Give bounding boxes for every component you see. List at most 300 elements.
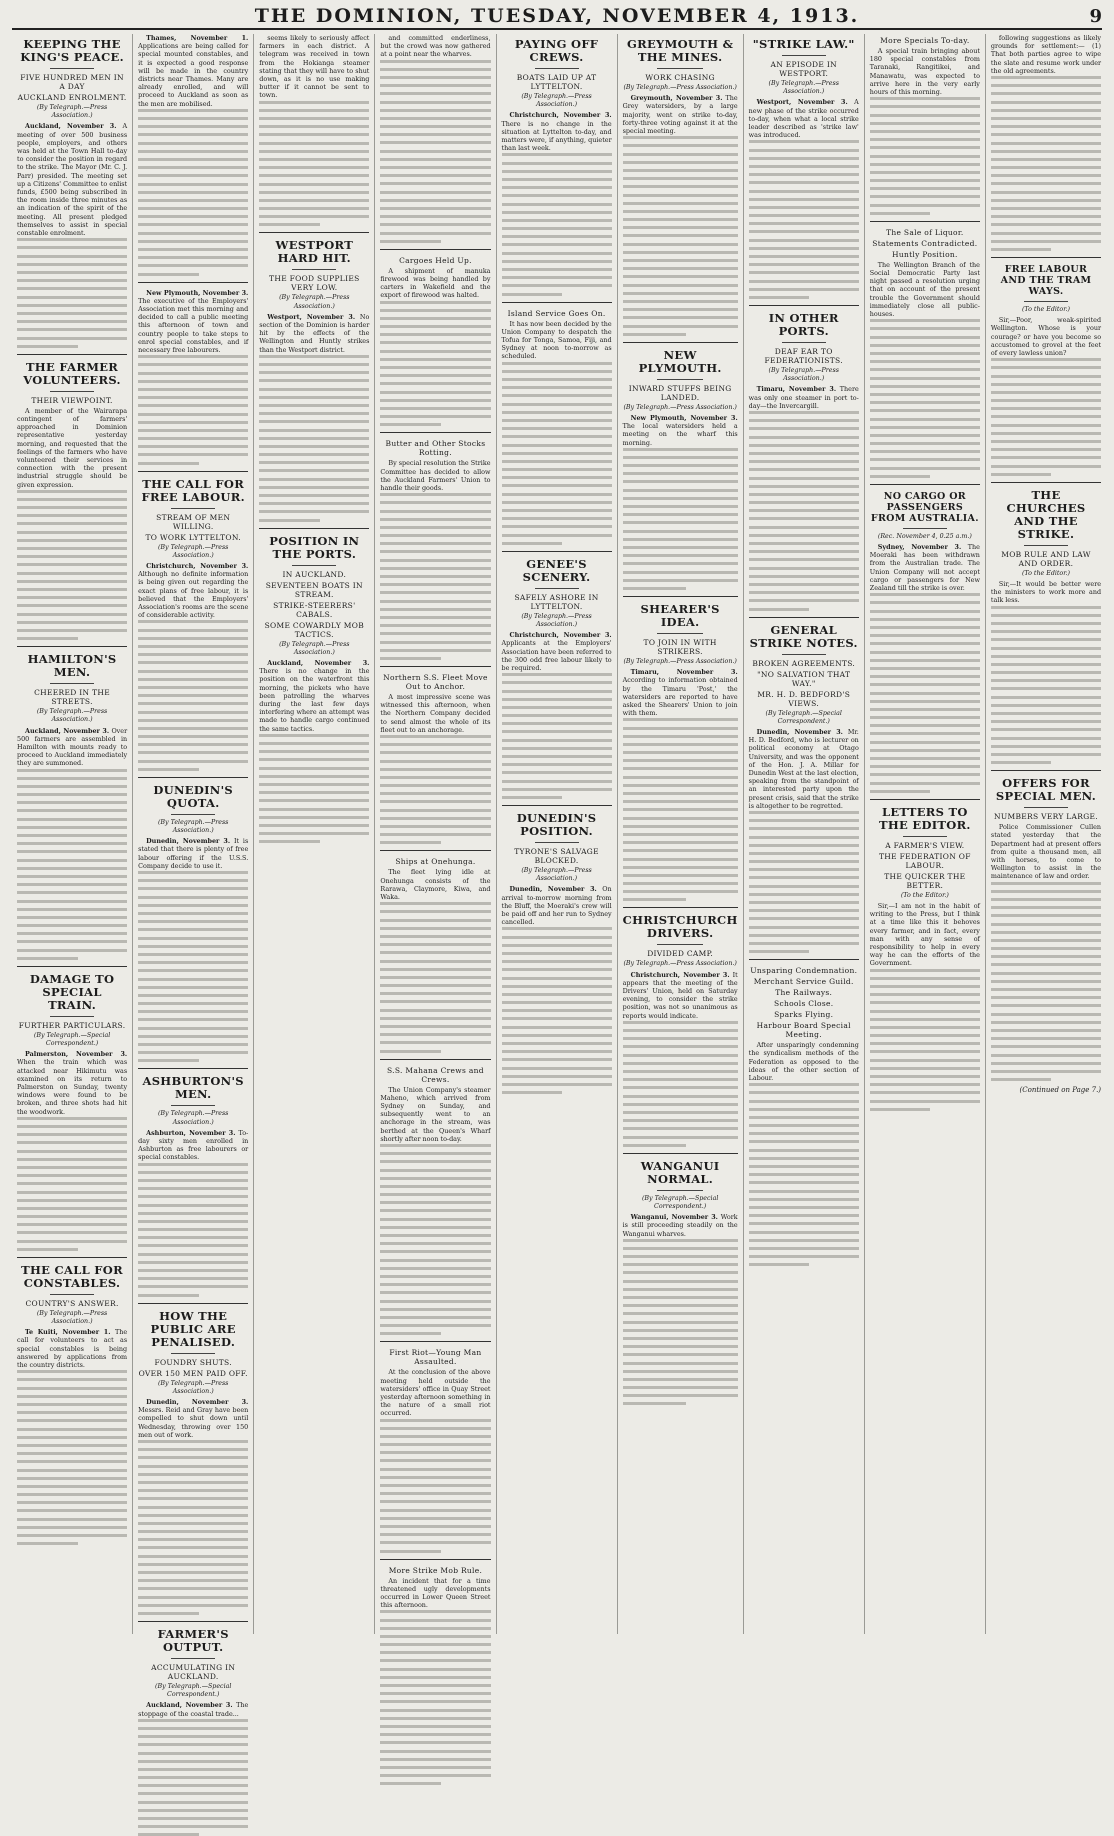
filler-line xyxy=(870,146,980,149)
filler-line xyxy=(17,296,127,299)
text-filler xyxy=(138,109,248,276)
filler-line xyxy=(380,1651,490,1654)
text-filler xyxy=(17,769,127,960)
filler-line xyxy=(870,749,980,752)
section-divider xyxy=(870,484,980,485)
article-headline: FARMER'S OUTPUT. xyxy=(157,1626,229,1654)
filler-line xyxy=(991,931,1101,934)
filler-line xyxy=(138,953,248,956)
filler-line xyxy=(380,935,490,938)
filler-line xyxy=(749,558,859,561)
filler-line xyxy=(138,1043,248,1046)
filler-line xyxy=(380,624,490,627)
filler-line xyxy=(380,1291,490,1294)
filler-line xyxy=(502,362,612,365)
filler-line xyxy=(259,207,369,210)
filler-line xyxy=(502,1026,612,1029)
filler-line xyxy=(380,333,490,336)
filler-line xyxy=(991,996,1101,999)
filler-line xyxy=(502,427,612,430)
filler-line xyxy=(380,792,490,795)
filler-line xyxy=(380,1218,490,1221)
filler-line xyxy=(259,101,369,104)
article-body-text: Police Commissioner Cullen stated yesterday that the Department had at present offers from quite a thousand men, all with horses, to come to Wellington to assist in the maintenance of law and order. xyxy=(990,823,1102,881)
filler-line xyxy=(870,475,931,478)
filler-line xyxy=(17,613,127,616)
filler-line xyxy=(749,917,859,920)
filler-line xyxy=(259,758,369,761)
article-subhead: WORK CHASING xyxy=(645,73,715,82)
article-body xyxy=(17,1328,127,1369)
filler-line xyxy=(380,919,490,922)
article-body-text: After unsparingly condemning the syndicalism methods of the Federation as opposed to the ideas of the other section of Labour. xyxy=(748,1041,859,1082)
filler-line xyxy=(502,444,612,447)
article-dateline: Christchurch, November 3. xyxy=(509,631,612,640)
filler-line xyxy=(991,687,1101,690)
article-subhead: DEAF EAR TO FEDERATIONISTS. xyxy=(764,346,843,365)
filler-line xyxy=(991,972,1101,975)
filler-line xyxy=(502,1017,612,1020)
filler-line xyxy=(380,641,490,644)
text-filler xyxy=(623,1239,738,1406)
section-divider xyxy=(138,471,248,472)
article-byline: (By Telegraph.—Special Correspondent.) xyxy=(641,1194,719,1210)
article xyxy=(870,806,980,1111)
filler-line xyxy=(749,280,859,283)
filler-line xyxy=(138,694,248,697)
filler-line xyxy=(138,1776,248,1779)
article-body xyxy=(623,668,738,717)
filler-line xyxy=(380,735,490,738)
filler-line xyxy=(138,396,248,399)
filler-line xyxy=(138,937,248,940)
filler-line xyxy=(17,629,127,632)
filler-line xyxy=(380,415,490,418)
filler-line xyxy=(623,1263,738,1266)
article-dateline: Westport, November 3. xyxy=(756,98,848,107)
filler-line xyxy=(138,1269,248,1272)
filler-line xyxy=(749,140,859,143)
filler-line xyxy=(17,596,127,599)
article-body-text: and committed enderliness, but the crowd was now gathered at a point near the wharves. xyxy=(380,34,491,59)
filler-line xyxy=(380,1517,490,1520)
article-byline: (To the Editor.) xyxy=(900,891,949,899)
filler-line xyxy=(17,1150,127,1153)
filler-line xyxy=(502,1075,612,1078)
article-subhead: IN AUCKLAND. xyxy=(282,569,347,579)
filler-line xyxy=(502,706,612,709)
filler-line xyxy=(138,445,248,448)
article-body xyxy=(380,693,490,734)
filler-line xyxy=(749,567,859,570)
filler-line xyxy=(623,1370,738,1373)
filler-line xyxy=(870,401,980,404)
article xyxy=(991,34,1101,258)
filler-line xyxy=(138,1448,248,1451)
filler-line xyxy=(749,157,859,160)
filler-line xyxy=(991,898,1101,901)
filler-line xyxy=(138,1195,248,1198)
filler-line xyxy=(17,834,127,837)
filler-line xyxy=(870,336,980,339)
filler-line xyxy=(870,442,980,445)
filler-line xyxy=(380,350,490,353)
filler-line xyxy=(17,514,127,517)
filler-line xyxy=(259,420,369,423)
filler-line xyxy=(502,235,612,238)
filler-line xyxy=(259,469,369,472)
filler-line xyxy=(502,944,612,947)
filler-line xyxy=(17,304,127,307)
divider xyxy=(903,836,947,837)
filler-line xyxy=(380,927,490,930)
article-headline: DUNEDIN'S POSITION. xyxy=(516,810,597,838)
divider xyxy=(1024,301,1068,302)
article-byline: (By Telegraph.—Press Association.) xyxy=(623,657,737,665)
filler-line xyxy=(138,1752,248,1755)
filler-line xyxy=(749,1190,859,1193)
article-subhead: Island Service Goes On. xyxy=(507,308,606,318)
filler-line xyxy=(380,1619,490,1622)
filler-line xyxy=(138,1596,248,1599)
filler-line xyxy=(380,125,490,128)
filler-line xyxy=(502,243,612,246)
filler-line xyxy=(749,501,859,504)
filler-line xyxy=(17,1174,127,1177)
filler-line xyxy=(380,207,490,210)
filler-line xyxy=(259,150,369,153)
filler-line xyxy=(380,240,441,243)
filler-line xyxy=(991,614,1101,617)
filler-line xyxy=(870,458,980,461)
filler-line xyxy=(380,743,490,746)
filler-line xyxy=(502,796,563,799)
article-dateline: Te Kuiti, November 1. xyxy=(25,1328,111,1337)
article-body-text: At the conclusion of the above meeting held outside the watersiders' office in Quay Street yesterday afternoon something in the nature of a small riot occurred. xyxy=(380,1368,491,1418)
filler-line xyxy=(749,1214,859,1217)
filler-line xyxy=(138,413,248,416)
article-body-text: Sir,—I am not in the habit of writing to the Press, but I think at a time like this it behoves every farmer, and in fact, every man with any sense of responsibility to help in every way he can the efforts of the Government. xyxy=(869,901,980,968)
filler-line xyxy=(138,429,248,432)
filler-line xyxy=(17,809,127,812)
article xyxy=(380,256,490,434)
filler-line xyxy=(138,1497,248,1500)
text-filler xyxy=(259,734,369,843)
text-filler xyxy=(380,902,490,1052)
filler-line xyxy=(623,890,738,893)
filler-line xyxy=(623,759,738,762)
filler-line xyxy=(380,1709,490,1712)
article-byline: (By Telegraph.—Press Association.) xyxy=(768,80,839,96)
divider xyxy=(292,565,336,566)
section-divider xyxy=(380,666,490,667)
filler-line xyxy=(138,1522,248,1525)
filler-line xyxy=(870,716,980,719)
article-byline: (By Telegraph.—Press Association.) xyxy=(157,1110,229,1126)
filler-line xyxy=(870,114,980,117)
text-filler xyxy=(749,411,859,611)
filler-line xyxy=(991,1078,1052,1081)
filler-line xyxy=(380,423,441,426)
filler-line xyxy=(991,182,1101,185)
filler-line xyxy=(991,432,1101,435)
filler-line xyxy=(138,945,248,948)
filler-line xyxy=(17,891,127,894)
article-headline: FREE LABOUR AND THE TRAM WAYS. xyxy=(1000,263,1092,297)
text-filler xyxy=(991,882,1101,1082)
filler-line xyxy=(17,916,127,919)
text-filler xyxy=(380,60,490,243)
filler-line xyxy=(380,109,490,112)
filler-line xyxy=(17,801,127,804)
filler-line xyxy=(138,1002,248,1005)
filler-line xyxy=(380,199,490,202)
text-filler xyxy=(259,355,369,522)
filler-line xyxy=(17,1387,127,1390)
text-filler xyxy=(991,76,1101,251)
article-subhead: First Riot—Young Man Assaulted. xyxy=(389,1348,482,1367)
filler-line xyxy=(259,215,369,218)
filler-line xyxy=(623,456,738,459)
filler-line xyxy=(138,743,248,746)
article xyxy=(870,36,980,222)
divider xyxy=(50,391,94,392)
masthead-title: THE DOMINION, TUESDAY, NOVEMBER 4, 1913. xyxy=(254,5,860,27)
article-subhead: Ships at Onehunga. xyxy=(395,857,476,867)
article-headline: WESTPORT HARD HIT. xyxy=(275,238,354,266)
filler-line xyxy=(502,673,612,676)
filler-line xyxy=(380,1283,490,1286)
filler-line xyxy=(259,133,369,136)
article-headline: GENEE'S SCENERY. xyxy=(522,556,591,584)
filler-line xyxy=(17,818,127,821)
article-dateline: Christchurch, November 3. xyxy=(146,562,249,571)
article-headline: SHEARER'S IDEA. xyxy=(640,601,720,629)
filler-line xyxy=(380,191,490,194)
article-subhead: CHEERED IN THE STREETS. xyxy=(34,688,110,707)
filler-line xyxy=(17,522,127,525)
filler-line xyxy=(380,1000,490,1003)
filler-line xyxy=(17,1542,78,1545)
filler-line xyxy=(870,393,980,396)
article-subhead: The Sale of Liquor. xyxy=(886,227,964,237)
filler-line xyxy=(623,1070,738,1073)
filler-line xyxy=(623,1271,738,1274)
filler-line xyxy=(991,174,1101,177)
article-subhead: Harbour Board Special Meeting. xyxy=(756,1021,851,1040)
article-headline: LETTERS TO THE EDITOR. xyxy=(878,804,971,832)
filler-line xyxy=(623,579,738,582)
article-dateline: Palmerston, November 3. xyxy=(25,1050,128,1059)
filler-line xyxy=(380,1525,490,1528)
section-divider xyxy=(870,799,980,800)
filler-line xyxy=(623,743,738,746)
filler-line xyxy=(259,429,369,432)
filler-line xyxy=(502,501,612,504)
filler-line xyxy=(380,84,490,87)
filler-line xyxy=(502,534,612,537)
article xyxy=(380,857,490,1059)
filler-line xyxy=(138,388,248,391)
filler-line xyxy=(17,1166,127,1169)
filler-line xyxy=(623,448,738,451)
article-body xyxy=(380,459,490,492)
filler-line xyxy=(502,186,612,189)
filler-line xyxy=(870,977,980,980)
filler-line xyxy=(380,399,490,402)
filler-line xyxy=(138,232,248,235)
filler-line xyxy=(380,1025,490,1028)
filler-line xyxy=(749,836,859,839)
article-body xyxy=(17,727,127,768)
filler-line xyxy=(502,227,612,230)
filler-line xyxy=(991,366,1101,369)
filler-line xyxy=(259,199,369,202)
filler-line xyxy=(138,760,248,763)
filler-line xyxy=(623,1345,738,1348)
filler-line xyxy=(870,450,980,453)
article-body xyxy=(870,543,980,592)
article-subhead: More Specials To-day. xyxy=(880,36,970,45)
article-subhead: AN EPISODE IN WESTPORT. xyxy=(770,60,837,78)
filler-line xyxy=(749,1124,859,1127)
filler-line xyxy=(380,1627,490,1630)
filler-line xyxy=(138,158,248,161)
section-divider xyxy=(380,1059,490,1060)
filler-line xyxy=(991,980,1101,983)
filler-line xyxy=(138,1489,248,1492)
filler-line xyxy=(17,908,127,911)
article xyxy=(991,777,1101,1081)
article xyxy=(380,1066,490,1343)
filler-line xyxy=(259,379,369,382)
article-body-text: The call for volunteers to act as special constables is being answered by applications from the country districts. xyxy=(17,1328,128,1370)
filler-line xyxy=(17,539,127,542)
filler-line xyxy=(17,1518,127,1521)
filler-line xyxy=(623,1045,738,1048)
filler-line xyxy=(870,426,980,429)
article xyxy=(502,38,612,303)
filler-line xyxy=(380,910,490,913)
filler-line xyxy=(380,1300,490,1303)
filler-line xyxy=(623,833,738,836)
filler-line xyxy=(870,122,980,125)
article-body-text: Messrs. Reid and Gray have been compelled to shut down until Wednesday, throwing over 150 men out of work. xyxy=(138,1406,249,1439)
article-subhead: Statements Contradicted. xyxy=(872,238,978,248)
filler-line xyxy=(502,452,612,455)
filler-line xyxy=(623,849,738,852)
article-subhead: Cargoes Held Up. xyxy=(399,255,472,265)
filler-line xyxy=(17,900,127,903)
filler-line xyxy=(502,681,612,684)
filler-line xyxy=(380,1427,490,1430)
filler-line xyxy=(259,371,369,374)
filler-line xyxy=(17,875,127,878)
filler-line xyxy=(749,893,859,896)
article-byline: (To the Editor.) xyxy=(1021,305,1070,313)
filler-line xyxy=(623,530,738,533)
filler-line xyxy=(870,195,980,198)
filler-line xyxy=(991,1070,1101,1073)
filler-line xyxy=(17,842,127,845)
article-headline: KEEPING THE KING'S PEACE. xyxy=(20,37,124,64)
filler-line xyxy=(259,158,369,161)
filler-line xyxy=(380,309,490,312)
filler-line xyxy=(502,714,612,717)
filler-line xyxy=(380,232,490,235)
filler-line xyxy=(380,992,490,995)
article-body-text: A meeting of over 500 business people, employers, and others was held at the Town Hall to-day to consider the position in regard to the strike. The Mayor (Mr. C. J. Parr) presided. The meeting set up a Citizens' Committee to enlist funds, £500 being subscribed in the room inside three minutes as an indication of the spirit of the meeting. All present pledged themselves to assist in special constable enrolment. xyxy=(17,122,128,238)
filler-line xyxy=(138,1163,248,1166)
filler-line xyxy=(380,510,490,513)
filler-line xyxy=(623,136,738,139)
filler-line xyxy=(380,317,490,320)
filler-line xyxy=(138,1792,248,1795)
filler-line xyxy=(380,215,490,218)
filler-line xyxy=(991,207,1101,210)
filler-line xyxy=(138,1563,248,1566)
filler-line xyxy=(138,256,248,259)
filler-line xyxy=(623,1086,738,1089)
filler-line xyxy=(623,202,738,205)
section-divider xyxy=(502,302,612,303)
filler-line xyxy=(138,1253,248,1256)
filler-line xyxy=(623,521,738,524)
filler-line xyxy=(749,1206,859,1209)
filler-line xyxy=(138,961,248,964)
article-subhead: MR. H. D. BEDFORD'S VIEWS. xyxy=(757,689,851,708)
text-filler xyxy=(138,1440,248,1615)
filler-line xyxy=(623,882,738,885)
filler-line xyxy=(259,396,369,399)
filler-line xyxy=(138,719,248,722)
section-divider xyxy=(991,770,1101,771)
filler-line xyxy=(380,1684,490,1687)
article-subhead: Northern S.S. Fleet Move Out to Anchor. xyxy=(383,672,488,691)
filler-line xyxy=(17,1452,127,1455)
filler-line xyxy=(138,896,248,899)
filler-line xyxy=(380,1160,490,1163)
filler-line xyxy=(870,985,980,988)
filler-line xyxy=(17,1419,127,1422)
filler-line xyxy=(623,1288,738,1291)
filler-line xyxy=(17,312,127,315)
filler-line xyxy=(623,751,738,754)
filler-line xyxy=(870,319,980,322)
article-subhead: SAFELY ASHORE IN LYTTELTON. xyxy=(514,592,599,611)
filler-line xyxy=(991,947,1101,950)
article-headline: IN OTHER PORTS. xyxy=(768,310,839,338)
article xyxy=(623,349,738,597)
filler-line xyxy=(259,223,320,226)
filler-line xyxy=(502,1042,612,1045)
divider xyxy=(171,1353,215,1354)
filler-line xyxy=(502,162,612,165)
article-dateline: Sydney, November 3. xyxy=(877,543,962,552)
filler-line xyxy=(870,179,980,182)
filler-line xyxy=(17,1231,127,1234)
filler-line xyxy=(749,1255,859,1258)
filler-line xyxy=(380,182,490,185)
filler-line xyxy=(991,728,1101,731)
filler-line xyxy=(749,819,859,822)
filler-line xyxy=(502,1009,612,1012)
filler-line xyxy=(259,363,369,366)
filler-line xyxy=(17,547,127,550)
filler-line xyxy=(17,1469,127,1472)
filler-line xyxy=(623,1136,738,1139)
filler-line xyxy=(502,203,612,206)
